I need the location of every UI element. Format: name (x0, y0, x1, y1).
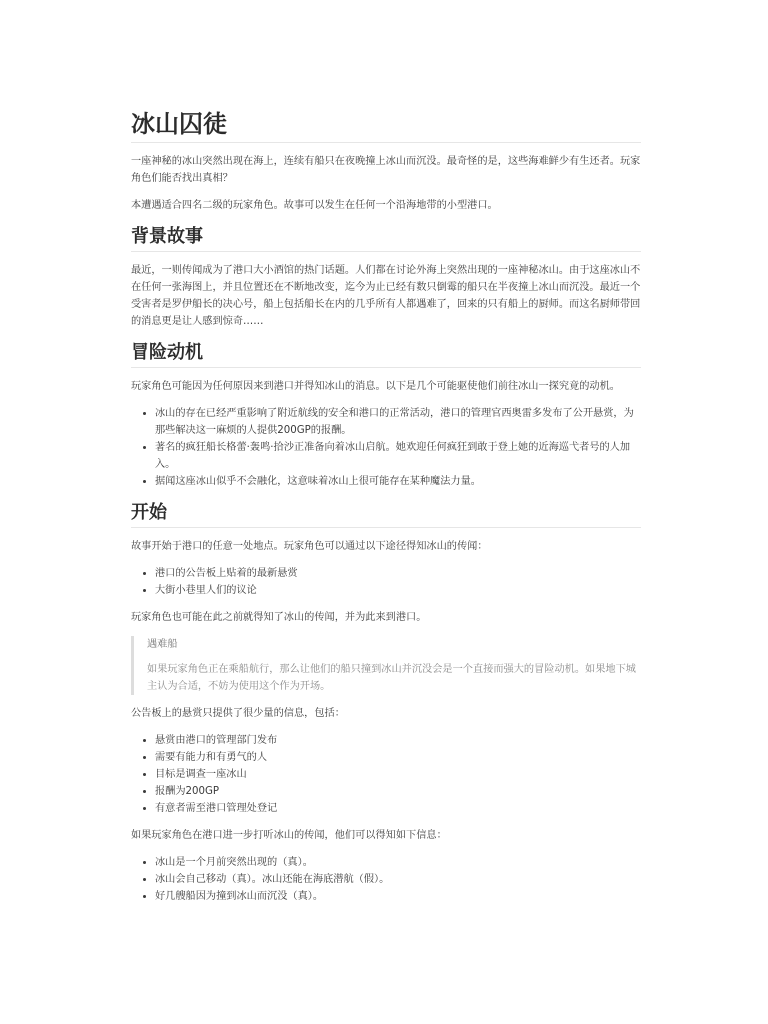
rumor-list (131, 854, 641, 905)
intro-paragraph-2: 本遭遇适合四名二级的玩家角色。故事可以发生在任何一个沿海地带的小型港口。 (131, 200, 498, 211)
list-item: • 悬赏由港口的管理部门发布 (155, 732, 641, 749)
list-item: • 据闻这座冰山似乎不会融化，这意味着冰山上很可能存在某种魔法力量。 (155, 473, 641, 490)
list-item: • 大街小巷里人们的议论 (155, 582, 641, 599)
background-paragraph: 最近，一则传闻成为了港口大小酒馆的热门话题。人们都在讨论外海上突然出现的一座神秘冰山。由于这座冰山不在任何一张海图上，并且位置还在不断地改变，迄今为止已经有数只倒霉的船只在半夜撞上冰山而沉没。最近一个受害者是罗伊船长的决心号，船上包括船长在内的几乎所有人都遇难了，回来的只有船上的厨师。而这名厨师带回的消息更是让人感到惊奇…… (131, 265, 641, 327)
list-item: • 报酬为200GP (155, 783, 641, 800)
start-paragraph-2: 玩家角色也可能在此之前就得知了冰山的传闻，并为此来到港口。 (131, 612, 427, 623)
intro-paragraph-1: 一座神秘的冰山突然出现在海上，连续有船只在夜晚撞上冰山而沉没。最奇怪的是，这些海难鲜少有生还者。玩家角色们能否找出真相？ (131, 156, 641, 184)
list-item: • 冰山的存在已经严重影响了附近航线的安全和港口的正常活动，港口的管理官西奥雷多发布了公开悬赏，为那些解决这一麻烦的人提供200GP的报酬。 (155, 405, 641, 439)
list-item: • 需要有能力和有勇气的人 (155, 749, 641, 766)
sidebar-quote (131, 636, 641, 695)
section-heading-background: 背景故事 (131, 224, 641, 252)
list-item: • 冰山是一个月前突然出现的（真）。 (155, 854, 641, 871)
page-title: 冰山囚徒 (131, 108, 641, 143)
list-item: • 冰山会自己移动（真）。冰山还能在海底潜航（假）。 (155, 871, 641, 888)
start-paragraph-1: 故事开始于港口的任意一处地点。玩家角色可以通过以下途径得知冰山的传闻： (131, 541, 488, 552)
section-heading-hooks: 冒险动机 (131, 340, 641, 368)
section-heading-start: 开始 (131, 500, 641, 528)
list-item: • 有意者需至港口管理处登记 (155, 800, 641, 817)
quote-title: 遇难船 (147, 639, 178, 650)
rumor-source-list (131, 565, 641, 599)
document-page (131, 108, 641, 915)
start-paragraph-4: 如果玩家角色在港口进一步打听冰山的传闻，他们可以得知如下信息： (131, 830, 447, 841)
list-item: • 著名的疯狂船长格蕾·轰鸣·拾沙正准备向着冰山启航。她欢迎任何疯狂到敢于登上她的近海巡弋者号的人加入。 (155, 439, 641, 473)
hooks-list (131, 405, 641, 490)
list-item: • 港口的公告板上贴着的最新悬赏 (155, 565, 641, 582)
hooks-paragraph: 玩家角色可能因为任何原因来到港口并得知冰山的消息。以下是几个可能驱使他们前往冰山一探究竟的动机。 (131, 381, 620, 392)
list-item: • 好几艘船因为撞到冰山而沉没（真）。 (155, 888, 641, 905)
quote-text: 如果玩家角色正在乘船航行，那么让他们的船只撞到冰山并沉没会是一个直接而强大的冒险动机。如果地下城主认为合适，不妨为使用这个作为开场。 (147, 664, 636, 692)
start-paragraph-3: 公告板上的悬赏只提供了很少量的信息，包括： (131, 708, 345, 719)
bounty-info-list (131, 732, 641, 817)
list-item: • 目标是调查一座冰山 (155, 766, 641, 783)
